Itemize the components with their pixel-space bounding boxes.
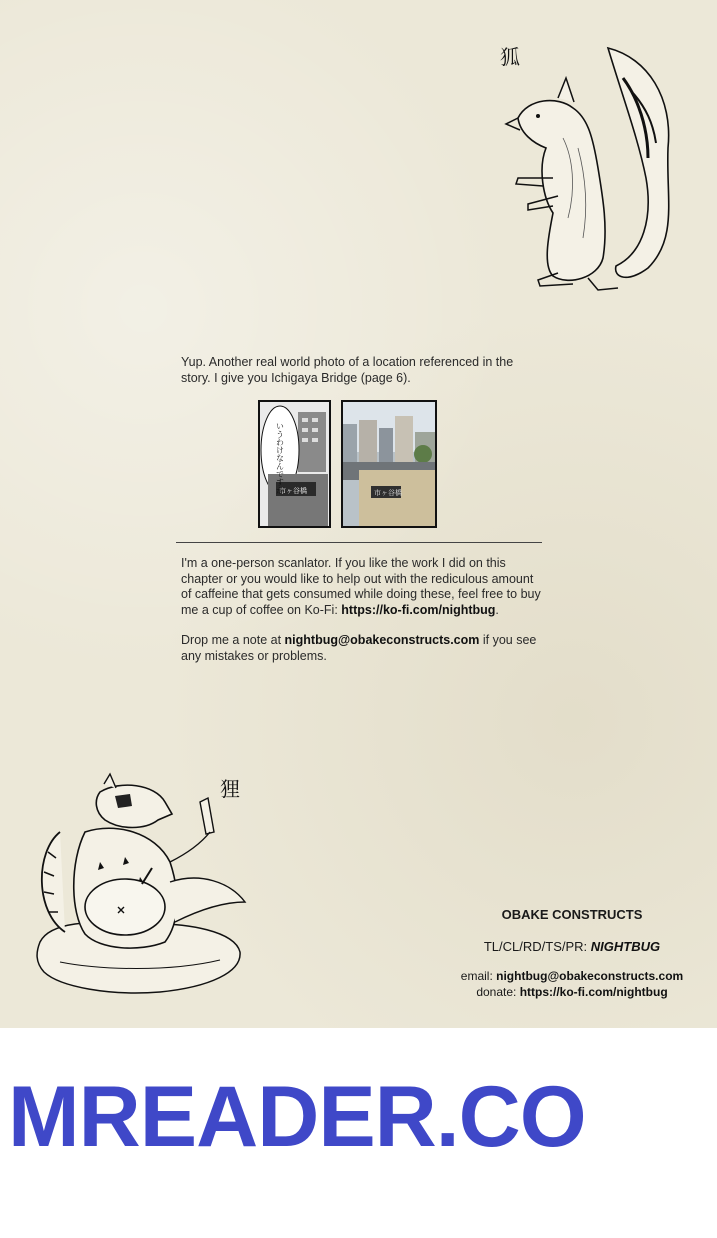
section-divider: [176, 542, 542, 543]
credits-donate-link[interactable]: https://ko-fi.com/nightbug: [519, 984, 668, 999]
manga-bubble-text: いうわけなんですが: [275, 422, 285, 494]
fox-kanji: 狐: [500, 45, 520, 69]
email-line: [455, 969, 689, 985]
studio-name: OBAKE CONSTRUCTS: [501, 907, 643, 922]
tanuki-kanji: 狸: [220, 777, 240, 801]
support-paragraph: [181, 556, 541, 618]
roles-line: [455, 939, 689, 954]
fox-illustration: [498, 38, 688, 298]
intro-text: Yup. Another real world photo of a location referenced in the story. I give you Ichigaya Bridge (page 6).: [181, 355, 514, 385]
photo-sign-text: 市ヶ谷橋: [374, 489, 402, 497]
contact-paragraph: [181, 633, 541, 664]
bridge-photo-image: [341, 400, 437, 528]
kofi-link[interactable]: https://ko-fi.com/nightbug: [341, 602, 496, 617]
watermark-text: MREADER.CO: [8, 1069, 586, 1165]
support-text-end: .: [495, 602, 499, 617]
contact-email-link[interactable]: nightbug@obakeconstructs.com: [284, 633, 480, 647]
roles-label: TL/CL/RD/TS/PR:: [483, 939, 591, 954]
manga-sign-text: 市ヶ谷橋: [279, 487, 307, 495]
donate-line: [455, 985, 689, 1001]
donate-label: donate:: [476, 984, 520, 999]
contact-block: [455, 969, 689, 1000]
roles-name: NIGHTBUG: [590, 939, 661, 954]
tanuki-illustration: [30, 772, 250, 1000]
contact-text-end: if you see any mistakes or problems.: [181, 633, 537, 663]
credits-block: [455, 907, 689, 1000]
email-label: email:: [460, 969, 497, 983]
contact-text: Drop me a note at: [181, 633, 285, 647]
manga-panel-image: [258, 400, 331, 528]
support-text: I'm a one-person scanlator. If you like the work I did on this chapter or you would like to help out with the rediculous amount of caffeine that gets consumed while doing these, feel free to buy me a cup of coffee on Ko-Fi:: [181, 556, 541, 617]
credits-email-link[interactable]: nightbug@obakeconstructs.com: [496, 969, 684, 983]
